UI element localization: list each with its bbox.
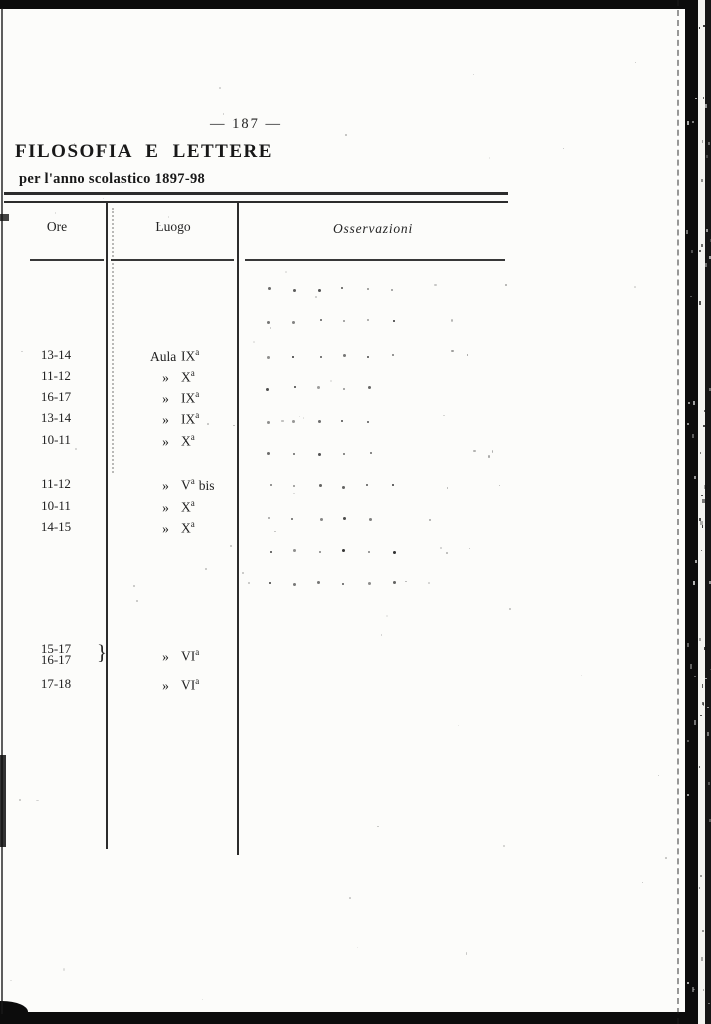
- noise-speck: [219, 87, 221, 89]
- noise-speck-dark: [701, 957, 703, 961]
- ore-cell: 17-18: [40, 676, 72, 691]
- dot-leader: [267, 421, 270, 424]
- ditto-mark: »: [162, 677, 169, 693]
- dot-leader: [292, 321, 295, 324]
- dot-leader: [367, 288, 369, 290]
- dot-leader: [318, 453, 321, 456]
- noise-speck-dark: [700, 715, 702, 716]
- noise-speck: [293, 493, 295, 494]
- noise-speck-dark: [704, 410, 707, 412]
- ore-cell: 16-17: [40, 652, 72, 667]
- noise-speck: [75, 448, 76, 450]
- room-superscript: a: [190, 476, 195, 486]
- noise-speck: [349, 897, 351, 899]
- noise-speck: [230, 545, 232, 547]
- scan-edge-left-blob: [0, 755, 6, 847]
- noise-speck: [253, 341, 256, 343]
- noise-speck: [103, 198, 105, 199]
- noise-speck: [315, 296, 317, 297]
- faded-mark: [440, 547, 442, 549]
- room-superscript: a: [190, 519, 195, 529]
- table-top-rule-thick: [4, 192, 508, 195]
- dot-leader: [343, 320, 345, 322]
- faded-mark: [405, 581, 407, 582]
- noise-speck-dark: [701, 495, 703, 496]
- dot-leader: [267, 452, 270, 455]
- noise-speck-dark: [703, 989, 704, 990]
- noise-speck-dark: [703, 97, 705, 99]
- row-group-brace: }: [97, 640, 108, 664]
- luogo-cell: [150, 410, 240, 428]
- scan-right-faint-line: [677, 0, 681, 1024]
- noise-speck: [563, 148, 564, 149]
- dot-leader: [293, 289, 296, 292]
- noise-speck-dark: [699, 638, 702, 641]
- dot-leader: [343, 354, 346, 357]
- dot-leader: [318, 420, 321, 423]
- ore-cell: 10-11: [41, 498, 71, 513]
- noise-speck: [136, 600, 138, 602]
- ore-cell: 11-12: [41, 368, 71, 383]
- noise-speck-white: [686, 230, 688, 235]
- dot-leader: [368, 582, 371, 585]
- document-subtitle: per l'anno scolastico 1897-98: [19, 171, 206, 187]
- ditto-mark: »: [162, 477, 169, 493]
- noise-speck: [281, 420, 283, 421]
- faded-mark: [447, 487, 448, 489]
- dot-leader: [342, 549, 345, 552]
- column-header-osservazioni: Osservazioni: [332, 221, 414, 236]
- faded-mark: [429, 519, 431, 520]
- room-number: V: [181, 477, 191, 493]
- scan-right-bar: [685, 0, 698, 1024]
- dot-leader: [293, 485, 295, 487]
- room-superscript: a: [195, 676, 200, 686]
- dot-leader: [393, 320, 395, 322]
- scan-edge-top: [0, 0, 692, 9]
- faded-mark: [505, 284, 507, 286]
- noise-speck-white: [691, 250, 693, 253]
- noise-speck-dark: [702, 930, 704, 933]
- luogo-cell: [150, 347, 240, 365]
- ore-cell: 14-15: [40, 519, 72, 534]
- scan-right-strip: [705, 0, 711, 1024]
- noise-speck: [202, 999, 203, 1000]
- dot-leader: [341, 420, 343, 422]
- noise-speck-white: [692, 434, 694, 439]
- dot-leader: [293, 453, 295, 455]
- ore-cell: 13-14: [40, 410, 72, 425]
- noise-speck-white: [694, 676, 696, 677]
- noise-speck-white: [693, 581, 695, 585]
- noise-speck-white: [687, 982, 689, 983]
- dot-leader: [368, 551, 370, 553]
- noise-speck-dark: [699, 887, 700, 889]
- room-number: VI: [181, 677, 196, 693]
- dot-leader: [270, 551, 272, 553]
- noise-speck: [581, 675, 582, 676]
- noise-speck-white: [694, 476, 696, 479]
- dot-leader: [368, 386, 371, 389]
- luogo-cell: [150, 498, 240, 516]
- noise-speck: [223, 113, 224, 115]
- room-superscript: a: [195, 410, 200, 420]
- noise-speck: [299, 416, 300, 418]
- noise-speck-white: [706, 155, 708, 158]
- dot-leader: [320, 356, 322, 358]
- dot-leader: [320, 319, 322, 321]
- dot-leader: [393, 551, 396, 554]
- noise-speck: [285, 271, 287, 273]
- noise-speck-dark: [699, 250, 701, 252]
- dot-leader: [319, 484, 322, 487]
- noise-speck: [19, 799, 21, 801]
- dot-leader: [292, 356, 294, 358]
- luogo-cell: [150, 389, 240, 407]
- faded-mark: [467, 354, 468, 357]
- noise-speck: [386, 615, 388, 617]
- noise-speck: [642, 882, 643, 883]
- noise-speck-white: [708, 782, 710, 785]
- noise-speck: [36, 800, 39, 801]
- luogo-cell: [150, 647, 240, 665]
- dot-leader: [343, 388, 345, 390]
- noise-speck-dark: [701, 244, 703, 247]
- column-header-luogo: Luogo: [155, 219, 191, 234]
- table-top-rule-thin: [4, 201, 508, 203]
- scan-edge-bottom: [0, 1012, 711, 1024]
- dot-leader: [392, 354, 394, 356]
- dot-leader: [367, 421, 369, 423]
- noise-speck-dark: [704, 647, 707, 650]
- noise-speck-dark: [701, 179, 703, 182]
- dot-leader: [319, 551, 321, 553]
- room-superscript: a: [195, 647, 200, 657]
- noise-speck: [381, 634, 382, 635]
- header-subrule-oss: [245, 259, 505, 261]
- dot-leader: [370, 452, 372, 454]
- faded-mark: [488, 455, 490, 458]
- dot-leader: [341, 287, 343, 289]
- noise-speck-dark: [699, 27, 700, 29]
- header-subrule-ore: [30, 259, 104, 261]
- noise-speck: [489, 157, 491, 159]
- faded-mark: [451, 319, 453, 322]
- noise-speck: [63, 968, 65, 970]
- noise-speck: [466, 952, 467, 954]
- noise-speck-dark: [703, 425, 705, 427]
- noise-speck: [274, 531, 276, 532]
- header-subrule-luogo: [111, 259, 234, 261]
- dot-leader: [367, 356, 369, 358]
- noise-speck-dark: [700, 452, 701, 454]
- noise-speck: [133, 585, 135, 587]
- dot-leader: [393, 581, 396, 584]
- noise-speck-white: [695, 98, 697, 100]
- dot-leader: [268, 517, 270, 519]
- noise-speck-white: [687, 740, 689, 742]
- noise-speck-white: [694, 720, 696, 724]
- noise-speck: [242, 572, 244, 574]
- dot-leader: [343, 453, 345, 455]
- scan-right-gap: [698, 0, 705, 1024]
- noise-speck-white: [690, 296, 692, 297]
- noise-speck-dark: [704, 485, 707, 489]
- ditto-mark: »: [162, 369, 169, 385]
- luogo-cell: [150, 432, 240, 450]
- room-superscript: a: [190, 498, 195, 508]
- dot-leader: [318, 289, 321, 292]
- noise-speck: [473, 74, 474, 76]
- dot-leader: [343, 517, 346, 520]
- noise-speck: [303, 417, 304, 419]
- ore-cell: 15-17: [40, 641, 72, 656]
- faded-mark: [443, 415, 446, 416]
- noise-speck: [10, 980, 12, 981]
- dot-leader: [270, 484, 272, 486]
- noise-speck: [634, 286, 636, 288]
- noise-speck: [658, 775, 659, 777]
- noise-speck-white: [707, 732, 709, 736]
- noise-speck: [330, 380, 331, 382]
- noise-speck-white: [687, 643, 689, 647]
- noise-speck-white: [705, 104, 707, 108]
- ditto-mark: »: [162, 499, 169, 515]
- noise-speck-dark: [703, 25, 705, 27]
- noise-speck-white: [690, 664, 692, 668]
- ore-cell: 16-17: [40, 389, 72, 404]
- luogo-cell: [150, 676, 240, 694]
- room-suffix: bis: [198, 477, 215, 493]
- dot-leader: [266, 388, 269, 391]
- room-superscript: a: [190, 432, 195, 442]
- dot-leader: [267, 356, 270, 359]
- dot-leader: [293, 549, 296, 552]
- noise-speck-white: [706, 229, 708, 231]
- dot-leader: [267, 321, 270, 324]
- faded-mark: [446, 552, 448, 554]
- dot-leader: [342, 583, 344, 585]
- dot-leader: [317, 386, 320, 389]
- room-superscript: a: [195, 389, 200, 399]
- noise-speck-dark: [702, 140, 704, 143]
- noise-speck: [55, 212, 56, 214]
- noise-speck-dark: [699, 301, 701, 304]
- faded-inner-rule: [112, 208, 114, 473]
- luogo-cell: [150, 476, 240, 494]
- noise-speck-white: [708, 142, 710, 145]
- ore-cell: 13-14: [40, 347, 72, 362]
- noise-speck: [357, 947, 358, 949]
- column-header-ore: Ore: [46, 219, 68, 234]
- noise-speck-white: [705, 678, 707, 680]
- faded-mark: [428, 582, 430, 584]
- faded-mark: [451, 350, 454, 352]
- noise-speck-white: [687, 794, 689, 796]
- ditto-mark: »: [162, 520, 169, 536]
- dot-leader: [292, 420, 295, 423]
- noise-speck: [21, 351, 23, 352]
- ditto-mark: »: [162, 411, 169, 427]
- noise-speck: [377, 826, 379, 827]
- noise-speck-dark: [702, 702, 703, 706]
- noise-speck-dark: [701, 550, 702, 551]
- room-number: X: [181, 499, 191, 515]
- dot-leader: [366, 484, 368, 486]
- faded-mark: [499, 485, 500, 486]
- dot-leader: [294, 386, 296, 388]
- noise-speck-dark: [702, 684, 703, 688]
- ore-cell: 11-12: [41, 476, 71, 491]
- room-superscript: a: [195, 347, 200, 357]
- noise-speck-white: [688, 402, 690, 404]
- noise-speck: [665, 857, 667, 859]
- dot-leader: [369, 518, 372, 521]
- faded-mark: [492, 450, 493, 453]
- noise-speck: [248, 582, 250, 584]
- ditto-mark: »: [162, 648, 169, 664]
- dot-leader: [367, 319, 369, 321]
- document-title: FILOSOFIA E LETTERE: [15, 141, 273, 162]
- noise-speck-dark: [699, 766, 700, 768]
- noise-speck: [270, 327, 271, 329]
- noise-speck: [74, 143, 75, 145]
- noise-speck-dark: [702, 525, 703, 528]
- noise-speck-dark: [700, 875, 702, 877]
- noise-speck-white: [687, 423, 689, 424]
- room-number: IX: [181, 411, 196, 427]
- dot-leader: [269, 582, 271, 584]
- room-number: X: [181, 520, 191, 536]
- noise-speck: [458, 725, 459, 726]
- room-number: IX: [181, 348, 196, 364]
- noise-speck: [503, 845, 505, 847]
- ore-cell: 10-11: [41, 432, 71, 447]
- noise-speck-dark: [702, 499, 705, 503]
- scan-edge-left-line: [1, 8, 3, 1014]
- room-number: X: [181, 369, 191, 385]
- scan-edge-bottom-curl: [0, 1001, 28, 1015]
- dot-leader: [291, 518, 293, 520]
- noise-speck-white: [705, 263, 707, 267]
- dot-leader: [320, 518, 323, 521]
- noise-speck-white: [687, 121, 689, 125]
- dot-leader: [293, 583, 296, 586]
- room-number: X: [181, 433, 191, 449]
- dot-leader: [342, 486, 345, 489]
- faded-mark: [469, 548, 470, 549]
- noise-speck-white: [708, 1003, 710, 1004]
- noise-speck-white: [707, 707, 709, 708]
- dot-leader: [392, 484, 394, 486]
- noise-speck: [205, 568, 207, 570]
- luogo-cell: [150, 519, 240, 537]
- noise-speck-white: [693, 401, 695, 405]
- noise-speck-white: [692, 121, 694, 123]
- dot-leader: [317, 581, 320, 584]
- ditto-mark: »: [162, 390, 169, 406]
- noise-speck: [345, 134, 347, 136]
- noise-speck-white: [695, 560, 697, 563]
- luogo-prefix: Aula: [150, 348, 177, 364]
- noise-speck: [509, 608, 511, 611]
- room-number: IX: [181, 390, 196, 406]
- room-number: VI: [181, 648, 196, 664]
- page-number: — 187 —: [210, 116, 282, 132]
- faded-mark: [473, 450, 476, 453]
- luogo-cell: [150, 368, 240, 386]
- noise-speck: [168, 216, 169, 217]
- ditto-mark: »: [162, 433, 169, 449]
- column-divider-ore-luogo: [106, 203, 108, 849]
- dot-leader: [268, 287, 271, 290]
- noise-speck-white: [692, 987, 694, 992]
- dot-leader: [391, 289, 393, 291]
- room-superscript: a: [190, 368, 195, 378]
- faded-mark: [434, 284, 437, 286]
- noise-speck: [635, 62, 637, 64]
